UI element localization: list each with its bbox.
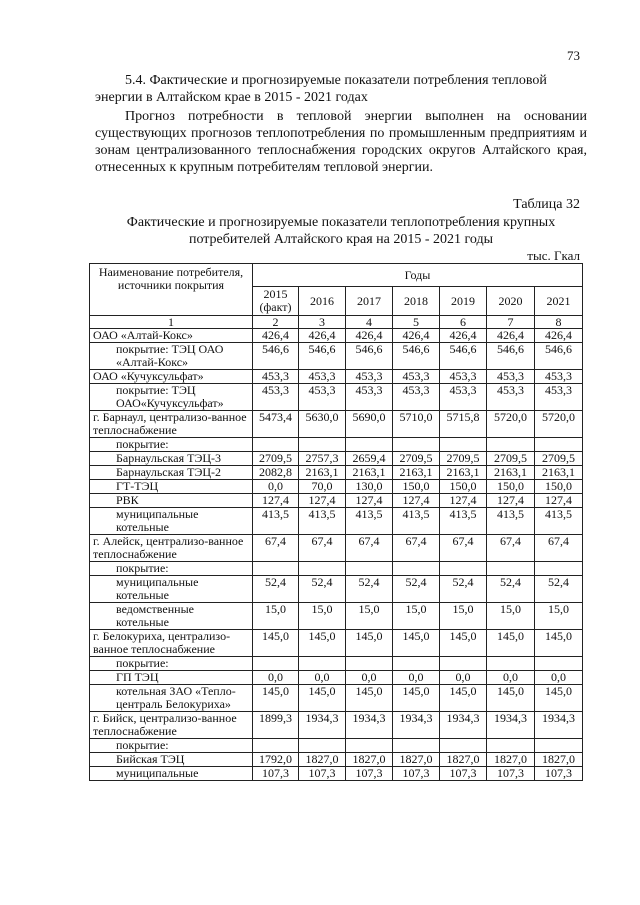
row-value: 2163,1	[393, 466, 440, 480]
row-value	[440, 562, 487, 576]
row-value: 546,6	[346, 343, 393, 370]
years-column-header: Годы	[253, 264, 583, 287]
row-value	[393, 657, 440, 671]
row-value: 2709,5	[253, 452, 299, 466]
column-number: 6	[440, 316, 487, 329]
row-value: 413,5	[440, 508, 487, 535]
table-caption: Фактические и прогнозируемые показатели теплопотребления крупных потребителей Алтайского края на 2015 - 2021 годы	[126, 215, 556, 247]
row-value: 413,5	[487, 508, 535, 535]
row-value: 453,3	[393, 384, 440, 411]
row-value: 70,0	[299, 480, 346, 494]
table-label: Таблица 32	[513, 197, 580, 212]
row-value: 1792,0	[253, 753, 299, 767]
table-row	[90, 384, 583, 411]
column-number: 8	[535, 316, 583, 329]
consumption-table	[89, 263, 583, 781]
row-value: 145,0	[535, 685, 583, 712]
row-name: ОАО «Алтай-Кокс»	[90, 329, 253, 343]
intro-paragraph-text: Прогноз потребности в тепловой энергии выполнен на основании существующих прогнозов теплопотребления по промышленным предприятиям и зонам централизованного теплоснабжения городских округов Алтайского края, отнесенных к крупным потребителям тепловой энергии.	[95, 109, 587, 175]
row-value: 0,0	[253, 480, 299, 494]
row-value: 1934,3	[299, 712, 346, 739]
row-value: 413,5	[299, 508, 346, 535]
units-label: тыс. Гкал	[527, 248, 580, 263]
row-value: 426,4	[440, 329, 487, 343]
table-row	[90, 767, 583, 781]
row-value: 15,0	[253, 603, 299, 630]
row-value: 127,4	[299, 494, 346, 508]
row-value: 0,0	[253, 671, 299, 685]
row-value: 145,0	[487, 630, 535, 657]
row-value: 127,4	[346, 494, 393, 508]
row-value: 2163,1	[535, 466, 583, 480]
row-value: 5720,0	[487, 411, 535, 438]
row-value: 5630,0	[299, 411, 346, 438]
row-value: 145,0	[346, 630, 393, 657]
row-value: 2163,1	[299, 466, 346, 480]
row-value: 145,0	[535, 630, 583, 657]
row-name: РВК	[90, 494, 253, 508]
row-value	[299, 562, 346, 576]
row-value: 1827,0	[299, 753, 346, 767]
table-row	[90, 630, 583, 657]
row-value: 453,3	[535, 370, 583, 384]
row-value: 413,5	[253, 508, 299, 535]
row-name: г. Бийск, централизо-ванное теплоснабжение	[90, 712, 253, 739]
row-name: покрытие: ТЭЦ ОАО «Алтай-Кокс»	[90, 343, 253, 370]
row-value: 52,4	[487, 576, 535, 603]
row-value: 127,4	[440, 494, 487, 508]
row-value	[487, 657, 535, 671]
row-value	[299, 438, 346, 452]
page-number: 73	[567, 48, 580, 63]
year-header: 2015 (факт)	[253, 287, 299, 316]
table-row	[90, 411, 583, 438]
row-value: 2709,5	[440, 452, 487, 466]
row-value: 150,0	[487, 480, 535, 494]
row-name: ОАО «Кучуксульфат»	[90, 370, 253, 384]
row-value: 0,0	[440, 671, 487, 685]
row-value	[253, 562, 299, 576]
table-row	[90, 329, 583, 343]
year-header: 2017	[346, 287, 393, 316]
row-value: 1827,0	[535, 753, 583, 767]
row-value	[535, 562, 583, 576]
row-value: 453,3	[440, 370, 487, 384]
row-name: муниципальные котельные	[90, 576, 253, 603]
row-name: г. Алейск, централизо-ванное теплоснабжение	[90, 535, 253, 562]
row-name: г. Барнаул, централизо-ванное теплоснабжение	[90, 411, 253, 438]
row-value: 145,0	[393, 685, 440, 712]
intro-paragraph	[95, 108, 587, 176]
row-value: 426,4	[393, 329, 440, 343]
row-value: 150,0	[440, 480, 487, 494]
row-name: покрытие: ТЭЦ ОАО«Кучуксульфат»	[90, 384, 253, 411]
year-header: 2019	[440, 287, 487, 316]
column-number: 5	[393, 316, 440, 329]
row-value: 453,3	[346, 370, 393, 384]
table-row	[90, 712, 583, 739]
row-value: 546,6	[440, 343, 487, 370]
column-number: 4	[346, 316, 393, 329]
row-value: 107,3	[440, 767, 487, 781]
row-value: 546,6	[253, 343, 299, 370]
row-name: ГТ-ТЭЦ	[90, 480, 253, 494]
row-value: 2163,1	[487, 466, 535, 480]
row-value: 1899,3	[253, 712, 299, 739]
table-row	[90, 494, 583, 508]
row-value: 2709,5	[535, 452, 583, 466]
year-header: 2016	[299, 287, 346, 316]
row-value: 52,4	[346, 576, 393, 603]
row-value: 453,3	[299, 370, 346, 384]
row-value: 2757,3	[299, 452, 346, 466]
table-row	[90, 753, 583, 767]
row-value: 15,0	[346, 603, 393, 630]
row-value: 5720,0	[535, 411, 583, 438]
row-value: 15,0	[299, 603, 346, 630]
row-value: 127,4	[535, 494, 583, 508]
row-value: 2163,1	[440, 466, 487, 480]
row-value: 15,0	[535, 603, 583, 630]
row-value: 2659,4	[346, 452, 393, 466]
column-number: 2	[253, 316, 299, 329]
row-value: 107,3	[299, 767, 346, 781]
row-value	[440, 739, 487, 753]
table-row	[90, 562, 583, 576]
row-value: 1827,0	[393, 753, 440, 767]
row-value	[253, 657, 299, 671]
row-value: 67,4	[346, 535, 393, 562]
row-value: 0,0	[299, 671, 346, 685]
table-row	[90, 466, 583, 480]
table-row	[90, 576, 583, 603]
name-column-header: Наименование потребителя, источники покрытия	[90, 264, 253, 316]
row-name: покрытие:	[90, 657, 253, 671]
row-value: 107,3	[346, 767, 393, 781]
row-name: покрытие:	[90, 562, 253, 576]
row-value: 15,0	[393, 603, 440, 630]
row-name: котельная ЗАО «Тепло-централь Белокуриха»	[90, 685, 253, 712]
table-row	[90, 657, 583, 671]
row-value	[346, 562, 393, 576]
table-row	[90, 438, 583, 452]
row-value: 107,3	[393, 767, 440, 781]
row-name: покрытие:	[90, 438, 253, 452]
row-value: 67,4	[440, 535, 487, 562]
row-value: 2709,5	[487, 452, 535, 466]
row-value: 127,4	[253, 494, 299, 508]
row-value: 15,0	[487, 603, 535, 630]
row-value: 145,0	[440, 685, 487, 712]
table-row	[90, 603, 583, 630]
row-value: 52,4	[535, 576, 583, 603]
row-value: 145,0	[487, 685, 535, 712]
table-row	[90, 535, 583, 562]
row-value	[487, 438, 535, 452]
row-value: 453,3	[346, 384, 393, 411]
row-name: покрытие:	[90, 739, 253, 753]
row-value: 52,4	[299, 576, 346, 603]
row-value: 1934,3	[393, 712, 440, 739]
row-value: 453,3	[535, 384, 583, 411]
row-value: 1934,3	[440, 712, 487, 739]
row-value: 150,0	[535, 480, 583, 494]
row-value	[346, 438, 393, 452]
row-value: 67,4	[487, 535, 535, 562]
row-value: 5715,8	[440, 411, 487, 438]
row-value: 67,4	[535, 535, 583, 562]
row-value: 52,4	[253, 576, 299, 603]
column-number: 3	[299, 316, 346, 329]
row-value: 0,0	[535, 671, 583, 685]
row-value	[535, 438, 583, 452]
row-value: 2082,8	[253, 466, 299, 480]
year-header: 2021	[535, 287, 583, 316]
table-row	[90, 685, 583, 712]
row-name: ГП ТЭЦ	[90, 671, 253, 685]
row-value: 426,4	[299, 329, 346, 343]
year-header: 2020	[487, 287, 535, 316]
row-value: 150,0	[393, 480, 440, 494]
row-value: 426,4	[487, 329, 535, 343]
table-header-row	[90, 264, 583, 287]
row-value	[253, 739, 299, 753]
row-value	[393, 562, 440, 576]
row-value	[393, 438, 440, 452]
table-row	[90, 370, 583, 384]
table-row	[90, 452, 583, 466]
row-value	[346, 739, 393, 753]
row-value: 145,0	[346, 685, 393, 712]
row-value: 1934,3	[346, 712, 393, 739]
row-value: 5690,0	[346, 411, 393, 438]
row-value: 145,0	[299, 685, 346, 712]
row-value: 546,6	[535, 343, 583, 370]
table-body	[90, 329, 583, 781]
row-value	[440, 657, 487, 671]
table-row	[90, 480, 583, 494]
row-value	[253, 438, 299, 452]
row-value	[440, 438, 487, 452]
table-row	[90, 671, 583, 685]
table-row	[90, 343, 583, 370]
row-value: 145,0	[393, 630, 440, 657]
row-value: 426,4	[535, 329, 583, 343]
row-value: 2709,5	[393, 452, 440, 466]
row-value	[535, 657, 583, 671]
row-value: 52,4	[393, 576, 440, 603]
row-value	[487, 739, 535, 753]
row-value	[299, 657, 346, 671]
row-value	[487, 562, 535, 576]
row-value: 127,4	[393, 494, 440, 508]
row-value: 1827,0	[346, 753, 393, 767]
row-name: Барнаульская ТЭЦ-3	[90, 452, 253, 466]
row-value: 1934,3	[487, 712, 535, 739]
row-value: 453,3	[253, 384, 299, 411]
row-value: 130,0	[346, 480, 393, 494]
row-name: муниципальные	[90, 767, 253, 781]
row-value: 15,0	[440, 603, 487, 630]
row-name: Барнаульская ТЭЦ-2	[90, 466, 253, 480]
row-value: 1827,0	[440, 753, 487, 767]
row-value: 546,6	[299, 343, 346, 370]
column-number: 1	[90, 316, 253, 329]
row-value: 145,0	[299, 630, 346, 657]
row-value: 2163,1	[346, 466, 393, 480]
row-value: 5473,4	[253, 411, 299, 438]
table-row	[90, 508, 583, 535]
row-value: 107,3	[253, 767, 299, 781]
row-value	[393, 739, 440, 753]
row-value: 145,0	[253, 685, 299, 712]
row-value: 453,3	[393, 370, 440, 384]
row-value: 0,0	[346, 671, 393, 685]
row-name: Бийская ТЭЦ	[90, 753, 253, 767]
row-value: 413,5	[393, 508, 440, 535]
row-value: 0,0	[393, 671, 440, 685]
row-value: 453,3	[487, 384, 535, 411]
row-value: 413,5	[535, 508, 583, 535]
row-value: 67,4	[393, 535, 440, 562]
row-value: 52,4	[440, 576, 487, 603]
row-value	[535, 739, 583, 753]
row-value: 453,3	[253, 370, 299, 384]
row-value: 107,3	[487, 767, 535, 781]
row-value: 546,6	[393, 343, 440, 370]
row-value: 145,0	[253, 630, 299, 657]
section-title	[95, 72, 587, 106]
row-value: 5710,0	[393, 411, 440, 438]
row-value: 67,4	[253, 535, 299, 562]
row-value: 1934,3	[535, 712, 583, 739]
row-value: 453,3	[487, 370, 535, 384]
year-header: 2018	[393, 287, 440, 316]
row-value: 453,3	[440, 384, 487, 411]
row-value: 127,4	[487, 494, 535, 508]
column-number-row	[90, 316, 583, 329]
row-value: 67,4	[299, 535, 346, 562]
row-value: 426,4	[346, 329, 393, 343]
row-value: 107,3	[535, 767, 583, 781]
table-row	[90, 739, 583, 753]
row-value: 453,3	[299, 384, 346, 411]
row-name: муниципальные котельные	[90, 508, 253, 535]
row-value	[346, 657, 393, 671]
row-name: г. Белокуриха, централизо-ванное теплоснабжение	[90, 630, 253, 657]
row-value: 0,0	[487, 671, 535, 685]
column-number: 7	[487, 316, 535, 329]
row-value: 413,5	[346, 508, 393, 535]
row-value: 145,0	[440, 630, 487, 657]
section-title-text: 5.4. Фактические и прогнозируемые показатели потребления тепловой энергии в Алтайском крае в 2015 - 2021 годах	[95, 73, 547, 105]
row-value: 1827,0	[487, 753, 535, 767]
row-value: 546,6	[487, 343, 535, 370]
row-value	[299, 739, 346, 753]
row-name: ведомственные котельные	[90, 603, 253, 630]
row-value: 426,4	[253, 329, 299, 343]
